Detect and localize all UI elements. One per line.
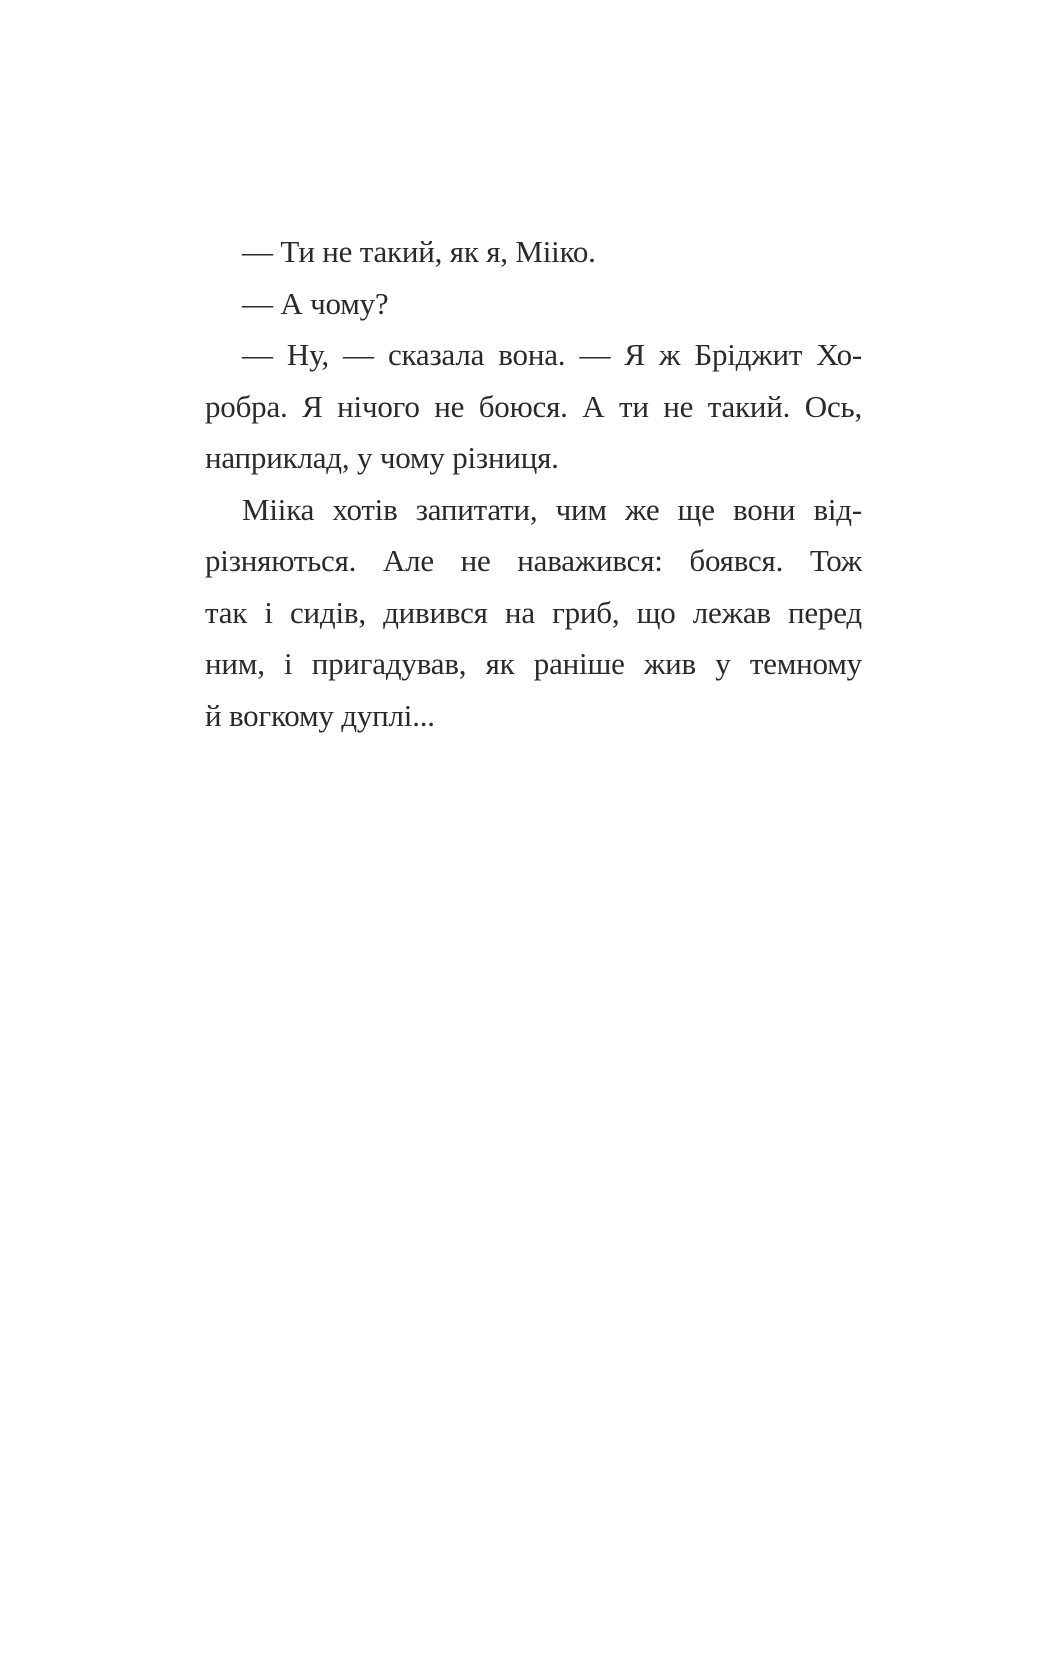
text-line: й вогкому дуплі... [205, 697, 435, 733]
dialogue-line: — Ти не такий, як я, Мііко. [242, 234, 596, 269]
text-line: робра. Я нічого не боюся. А ти не такий. Ось, [205, 388, 862, 424]
paragraph-start-line: Мііка хотів запитати, чим же ще вони від- [242, 491, 862, 527]
text-line: так і сидів, дивився на гриб, що лежав перед [205, 594, 862, 630]
text-line: різняються. Але не наважився: боявся. Тож [205, 543, 862, 578]
dialogue-line: — Ну, — сказала вона. — Я ж Бріджит Хо- [242, 337, 862, 372]
dialogue-line: — А чому? [242, 285, 389, 321]
page-text [205, 226, 862, 741]
text-line: ним, і пригадував, як раніше жив у темному [205, 646, 862, 681]
text-line: наприклад, у чому різниця. [205, 440, 559, 475]
